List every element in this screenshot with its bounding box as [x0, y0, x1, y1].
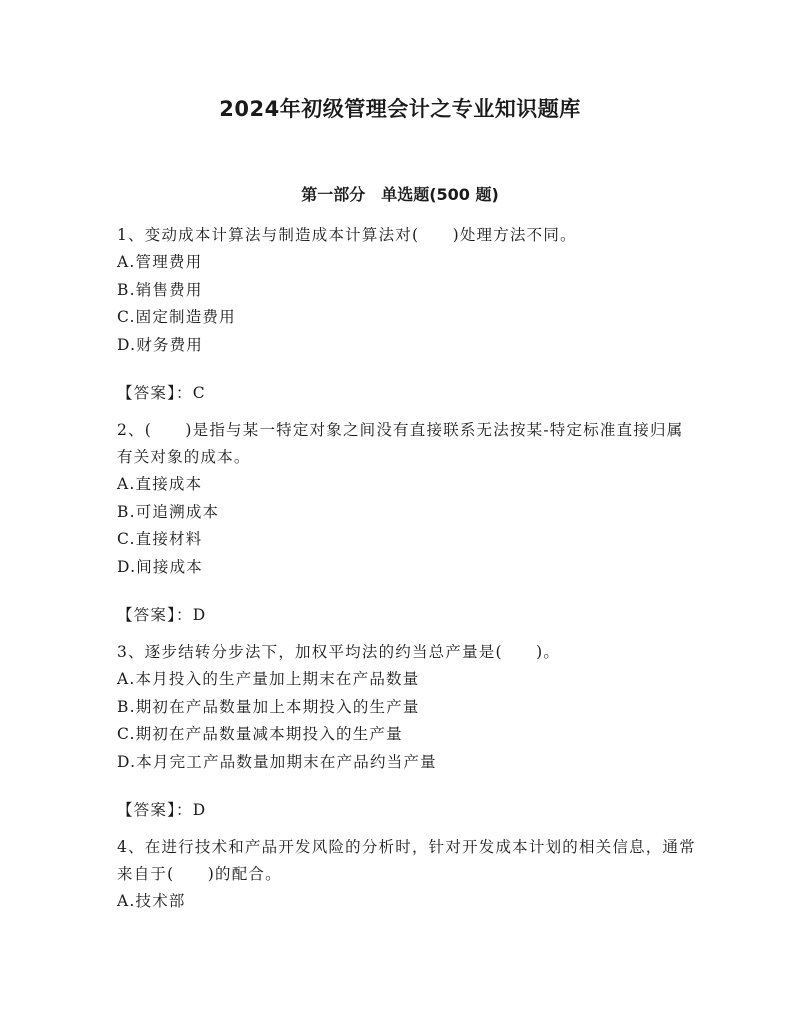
option-c: C.直接材料 — [117, 530, 203, 548]
question-1 — [117, 222, 697, 407]
answer-line — [117, 602, 697, 629]
option-b: B.期初在产品数量加上本期投入的生产量 — [117, 697, 420, 716]
option-d: D.间接成本 — [117, 557, 204, 576]
option-c: C.固定制造费用 — [117, 308, 236, 326]
option-a: A.本月投入的生产量加上期末在产品数量 — [117, 670, 420, 688]
option-b: B.销售费用 — [117, 280, 203, 299]
option-a: A.管理费用 — [117, 253, 203, 271]
question-list — [117, 222, 697, 916]
question-text: 1、变动成本计算法与制造成本计算法对( )处理方法不同。 — [117, 226, 577, 244]
document-title: 2024年初级管理会计之专业知识题库 — [219, 97, 581, 121]
question-4 — [117, 834, 697, 916]
option-d: D.财务费用 — [117, 335, 204, 354]
answer-value: D — [192, 606, 207, 624]
option-a: A.技术部 — [117, 892, 186, 910]
section-title: 第一部分 单选题(500 题) — [301, 185, 499, 204]
question-text: 4、在进行技术和产品开发风险的分析时，针对开发成本计划的相关信息，通常来自于( )的配合。 — [117, 838, 696, 883]
question-text: 3、逐步结转分步法下，加权平均法的约当总产量是( )。 — [117, 643, 561, 661]
option-b: B.可追溯成本 — [117, 502, 220, 521]
answer-value: D — [192, 801, 207, 819]
answer-line — [117, 380, 697, 407]
answer-value: C — [192, 384, 206, 402]
option-d: D.本月完工产品数量加期末在产品约当产量 — [117, 752, 437, 771]
answer-label: 【答案】： — [117, 606, 193, 624]
answer-label: 【答案】： — [117, 384, 193, 402]
answer-label: 【答案】： — [117, 801, 193, 819]
answer-line — [117, 797, 697, 824]
question-text: 2、( )是指与某一特定对象之间没有直接联系无法按某-特定标准直接归属有关对象的成本。 — [117, 421, 684, 466]
option-a: A.直接成本 — [117, 475, 203, 493]
question-3 — [117, 639, 697, 824]
question-2 — [117, 417, 697, 629]
option-c: C.期初在产品数量减本期投入的生产量 — [117, 725, 403, 743]
